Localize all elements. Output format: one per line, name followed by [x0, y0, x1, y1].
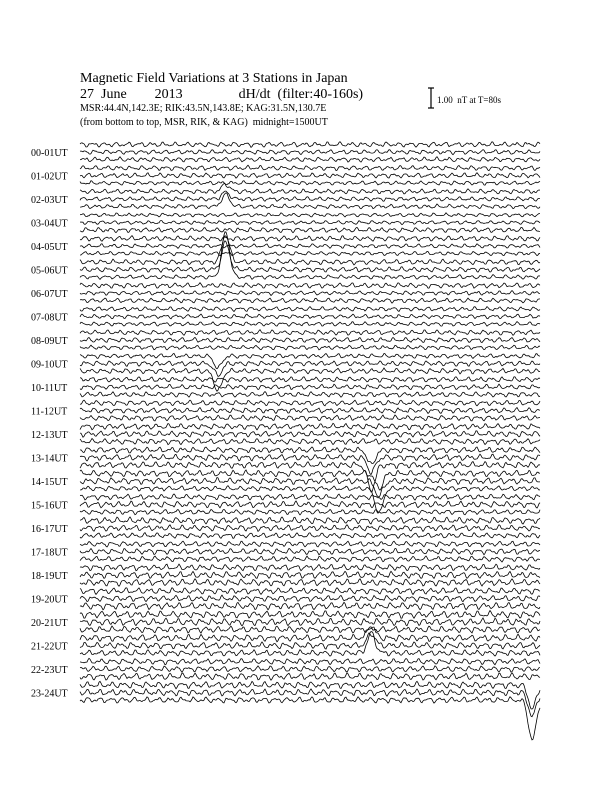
- hour-label: 08-09UT: [31, 336, 68, 347]
- traces-group: [80, 142, 540, 740]
- trace-rik: [80, 314, 540, 319]
- hour-label: 16-17UT: [31, 524, 68, 535]
- trace-msr: [80, 157, 540, 162]
- scale-bar-icon: [428, 88, 434, 108]
- trace-rik: [80, 337, 540, 342]
- trace-kag: [80, 658, 540, 665]
- trace-msr: [80, 392, 540, 398]
- hour-label: 23-24UT: [31, 688, 68, 700]
- hour-label: 06-07UT: [31, 289, 68, 300]
- hour-label: 02-03UT: [31, 195, 68, 206]
- hour-label: 04-05UT: [31, 242, 68, 253]
- trace-kag: [80, 423, 540, 430]
- trace-rik: [80, 220, 540, 224]
- trace-kag: [80, 236, 540, 242]
- hour-labels: [31, 148, 68, 700]
- trace-msr: [80, 227, 540, 232]
- trace-rik: [80, 633, 540, 649]
- hour-label: 10-11UT: [31, 383, 68, 394]
- trace-kag: [80, 142, 540, 148]
- trace-rik: [80, 241, 540, 272]
- hour-label: 18-19UT: [31, 571, 68, 582]
- hour-label: 00-01UT: [31, 148, 68, 159]
- hour-label: 17-18UT: [31, 547, 68, 559]
- trace-msr: [80, 579, 540, 586]
- hour-label: 05-06UT: [31, 265, 68, 277]
- trace-kag: [80, 588, 540, 595]
- order-note: (from bottom to top, MSR, RIK, & KAG) midnight=1500UT: [80, 117, 328, 128]
- trace-kag: [80, 494, 540, 500]
- hour-label: 20-21UT: [31, 618, 68, 629]
- trace-kag: [80, 681, 540, 709]
- trace-msr: [80, 181, 540, 186]
- hour-label: 15-16UT: [31, 500, 68, 512]
- trace-kag: [80, 447, 540, 464]
- hour-label: 14-15UT: [31, 477, 68, 488]
- trace-msr: [80, 556, 540, 562]
- trace-msr: [80, 673, 540, 681]
- trace-msr: [80, 298, 540, 303]
- trace-msr: [80, 602, 540, 610]
- trace-rik: [80, 571, 540, 578]
- trace-rik: [80, 291, 540, 296]
- trace-rik: [80, 150, 540, 155]
- trace-kag: [80, 517, 540, 524]
- trace-rik: [80, 618, 540, 626]
- hour-label: 12-13UT: [31, 430, 68, 441]
- trace-rik: [80, 548, 540, 554]
- trace-kag: [80, 353, 540, 368]
- trace-msr: [80, 415, 540, 421]
- hour-label: 21-22UT: [31, 641, 68, 653]
- quantity-text: dH/dt (filter:40-160s): [238, 87, 364, 102]
- trace-kag: [80, 400, 540, 406]
- hour-label: 09-10UT: [31, 359, 68, 371]
- trace-kag: [80, 377, 540, 383]
- trace-kag: [80, 627, 540, 642]
- trace-msr: [80, 626, 540, 633]
- trace-msr: [80, 193, 540, 209]
- hour-label: 07-08UT: [31, 312, 68, 324]
- date-text: 27 June 2013: [80, 87, 183, 102]
- hour-label: 11-12UT: [31, 406, 68, 418]
- trace-msr: [80, 232, 540, 280]
- trace-kag: [80, 283, 540, 289]
- trace-msr: [80, 486, 540, 514]
- trace-kag: [80, 330, 540, 336]
- trace-rik: [80, 408, 540, 414]
- trace-rik: [80, 173, 540, 178]
- trace-msr: [80, 322, 540, 327]
- hour-label: 13-14UT: [31, 453, 68, 465]
- trace-rik: [80, 384, 540, 389]
- hour-label: 22-23UT: [31, 665, 68, 676]
- trace-rik: [80, 244, 540, 249]
- trace-msr: [80, 533, 540, 539]
- trace-kag: [80, 184, 540, 194]
- trace-kag: [80, 213, 540, 217]
- trace-msr: [80, 697, 540, 740]
- hour-label: 01-02UT: [31, 171, 68, 183]
- hour-label: 03-04UT: [31, 218, 68, 230]
- trace-msr: [80, 345, 540, 350]
- trace-kag: [80, 611, 540, 619]
- trace-rik: [80, 666, 540, 672]
- trace-kag: [80, 541, 540, 547]
- trace-kag: [80, 307, 540, 312]
- trace-msr: [80, 439, 540, 445]
- trace-rik: [80, 689, 540, 717]
- hour-label: 19-20UT: [31, 594, 68, 606]
- scale-bar-label: 1.00 nT at T=80s: [437, 95, 501, 105]
- trace-rik: [80, 501, 540, 508]
- trace-msr: [80, 509, 540, 515]
- chart-title: Magnetic Field Variations at 3 Stations in Japan: [80, 71, 348, 86]
- trace-kag: [80, 564, 540, 571]
- trace-msr: [80, 251, 540, 255]
- trace-rik: [80, 595, 540, 602]
- trace-kag: [80, 165, 540, 170]
- trace-rik: [80, 361, 540, 377]
- trace-rik: [80, 525, 540, 532]
- stations-line: MSR:44.4N,142.3E; RIK:43.5N,143.8E; KAG:31.5N,130.7E: [80, 103, 327, 114]
- trace-rik: [80, 431, 540, 438]
